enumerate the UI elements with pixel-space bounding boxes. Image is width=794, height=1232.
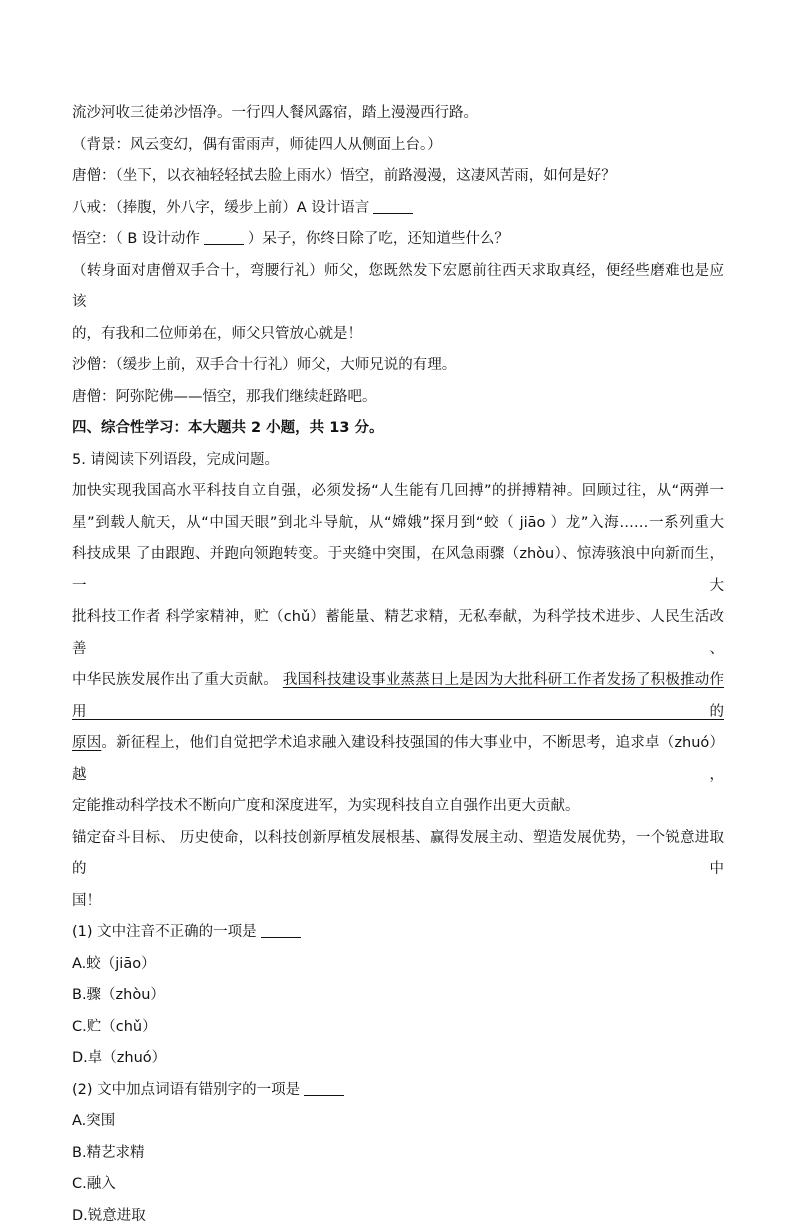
passage-text: 中华民族发展作出了重大贡献。 xyxy=(72,672,278,688)
script-text: 悟空：（ B 设计动作 xyxy=(72,231,200,247)
script-line: 的，有我和二位师弟在，师父只管放心就是！ xyxy=(72,319,724,351)
section-score: 本大题共 2 小题，共 13 分。 xyxy=(188,420,383,436)
option-d[interactable]: D.卓（zhuó） xyxy=(72,1043,724,1075)
passage-line: 定能推动科学技术不断向广度和深度进军，为实现科技自立自强作出更大贡献。 xyxy=(72,791,724,823)
stage-direction: （背景：风云变幻，偶有雷雨声，师徒四人从侧面上台。） xyxy=(72,130,724,162)
script-line: 流沙河收三徒弟沙悟净。一行四人餐风露宿，踏上漫漫西行路。 xyxy=(72,98,724,130)
option-b[interactable]: B.精艺求精 xyxy=(72,1138,724,1170)
answer-blank-2[interactable] xyxy=(304,1081,344,1096)
sub-question-2 xyxy=(72,1075,724,1107)
option-b[interactable]: B.骤（zhòu） xyxy=(72,980,724,1012)
document-body xyxy=(72,98,724,1232)
script-line-with-blank-b xyxy=(72,224,724,256)
script-line: 唐僧：（坐下，以衣袖轻轻拭去脸上雨水）悟空，前路漫漫，这凄风苦雨，如何是好？ xyxy=(72,161,724,193)
sub-question-text: (1) 文中注音不正确的一项是 xyxy=(72,924,257,940)
script-text: ）呆子，你终日除了吃，还知道些什么？ xyxy=(248,231,509,247)
sub-question-1 xyxy=(72,917,724,949)
passage-line xyxy=(72,665,724,728)
script-line: 唐僧：阿弥陀佛——悟空，那我们继续赶路吧。 xyxy=(72,382,724,414)
option-c[interactable]: C.贮（chǔ） xyxy=(72,1012,724,1044)
passage-line: 锚定奋斗目标、 历史使命，以科技创新厚植发展根基、赢得发展主动、塑造发展优势，一个锐意进取的中 xyxy=(72,823,724,886)
option-a[interactable]: A.蛟（jiāo） xyxy=(72,949,724,981)
script-line: 沙僧：（缓步上前，双手合十行礼）师父，大师兄说的有理。 xyxy=(72,350,724,382)
script-line-with-blank-a xyxy=(72,193,724,225)
answer-blank-a[interactable] xyxy=(373,199,413,214)
passage-line: 星”到载人航天，从“中国天眼”到北斗导航，从“嫦娥”探月到“蛟（ jiāo ）龙”入海……一系列重大 xyxy=(72,508,724,540)
option-c[interactable]: C.融入 xyxy=(72,1169,724,1201)
script-text: 八戒：（捧腹，外八字，缓步上前）A 设计语言 xyxy=(72,200,369,216)
answer-blank-b[interactable] xyxy=(204,230,244,245)
answer-blank-1[interactable] xyxy=(261,923,301,938)
sub-question-text: (2) 文中加点词语有错别字的一项是 xyxy=(72,1082,300,1098)
section-heading xyxy=(72,413,724,445)
section-title: 四、综合性学习： xyxy=(72,420,188,436)
underlined-sentence: 我国科技建设事业蒸蒸日上是因为大批科研工作者发扬了积极推动作用的 xyxy=(72,672,724,720)
passage-line: 批科技工作者 科学家精神，贮（chǔ）蓄能量、精艺求精，无私奉献，为科学技术进步、人民生活改善、 xyxy=(72,602,724,665)
passage-line xyxy=(72,728,724,791)
question-5-intro: 5. 请阅读下列语段，完成问题。 xyxy=(72,445,724,477)
option-a[interactable]: A.突围 xyxy=(72,1106,724,1138)
passage-text: 。新征程上，他们自觉把学术追求融入建设科技强国的伟大事业中，不断思考，追求卓（zhuó）越， xyxy=(72,735,724,783)
passage-line: 加快实现我国高水平科技自立自强，必须发扬“人生能有几回搏”的拼搏精神。回顾过往，从“两弹一 xyxy=(72,476,724,508)
passage-line: 国！ xyxy=(72,886,724,918)
underlined-sentence-end: 原因 xyxy=(72,735,101,751)
passage-line: 科技成果 了由跟跑、并跑向领跑转变。于夹缝中突围，在风急雨骤（zhòu）、惊涛骇浪中向新而生，一大 xyxy=(72,539,724,602)
option-d[interactable]: D.锐意进取 xyxy=(72,1201,724,1232)
script-line: （转身面对唐僧双手合十，弯腰行礼）师父，您既然发下宏愿前往西天求取真经，便经些磨难也是应该 xyxy=(72,256,724,319)
